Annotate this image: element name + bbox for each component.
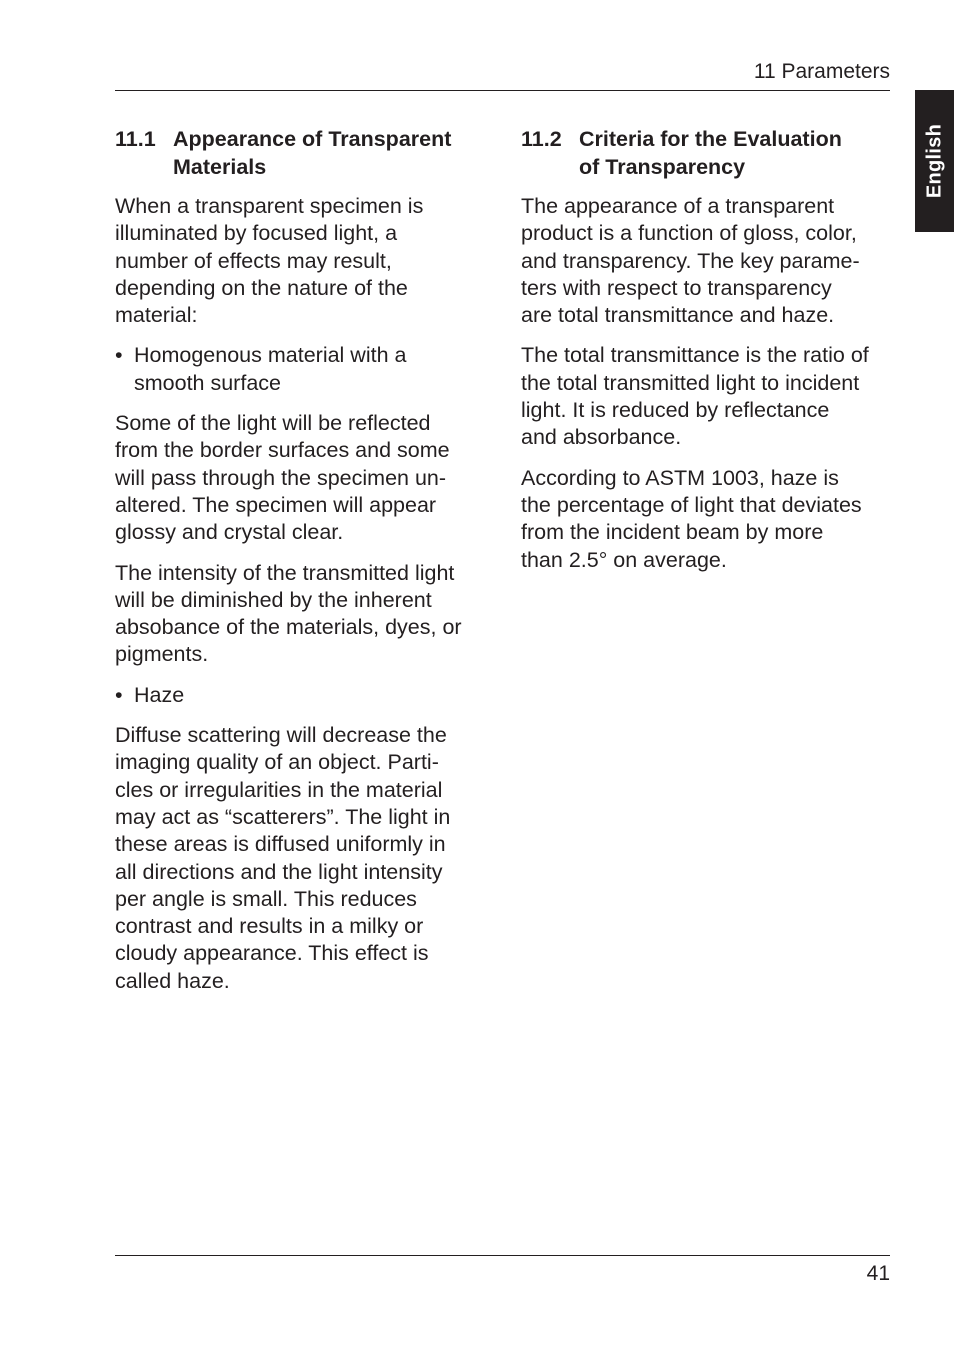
bullet-mark: • — [115, 343, 123, 368]
section-number: 11.2 — [521, 127, 562, 151]
paragraph-astm-haze: According to ASTM 1003, haze is the percentage of light that deviates from the incident beam by more than 2.5° on average. — [521, 465, 862, 572]
paragraph-total-transmittance: The total transmittance is the ratio of the total transmitted light to incident light. It is reduced by reflectance and absorbance. — [521, 343, 869, 450]
paragraph-reflection: Some of the light will be reflected from the border surfaces and some will pass through the specimen un- altered. The specimen will appear glossy and crystal clear. — [115, 411, 450, 545]
paragraph-intro: When a transparent specimen is illuminated by focused light, a number of effects may result, depending on the nature of the material: — [115, 194, 424, 328]
paragraph-intensity: The intensity of the transmitted light will be diminished by the inherent absobance of the materials, dyes, or pigments. — [115, 560, 462, 667]
right-column — [521, 125, 896, 587]
section-heading-11-2 — [521, 125, 896, 181]
language-tab — [915, 90, 954, 232]
language-tab-label: English — [923, 123, 945, 199]
section-title: Appearance of Transparent Materials — [173, 127, 452, 179]
paragraph-diffuse-scattering: Diffuse scattering will decrease the imaging quality of an object. Parti- cles or irregularities in the material may act as “scatterers”. The light in these areas is diffused uniformly in all directions and the light intensity per angle is small. This reduces contrast and results in a milky or cloudy appearance. This effect is called haze. — [115, 723, 451, 993]
bullet-mark: • — [115, 682, 123, 707]
bullet-haze: • Haze — [115, 682, 490, 709]
page-number: 41 — [866, 1262, 890, 1285]
section-heading-11-1 — [115, 125, 490, 181]
running-header: 11 Parameters — [753, 60, 890, 83]
header-rule — [115, 90, 890, 91]
paragraph-appearance: The appearance of a transparent product is a function of gloss, color, and transparency. The key parame- ters with respect to transparency are total transmittance and haze. — [521, 194, 860, 328]
bullet-homogenous-material: • Homogenous material with a smooth surface — [115, 342, 490, 397]
left-column — [115, 125, 490, 1008]
section-title: Criteria for the Evaluation of Transparency — [579, 127, 842, 179]
section-number: 11.1 — [115, 127, 156, 151]
footer-rule — [115, 1255, 890, 1256]
